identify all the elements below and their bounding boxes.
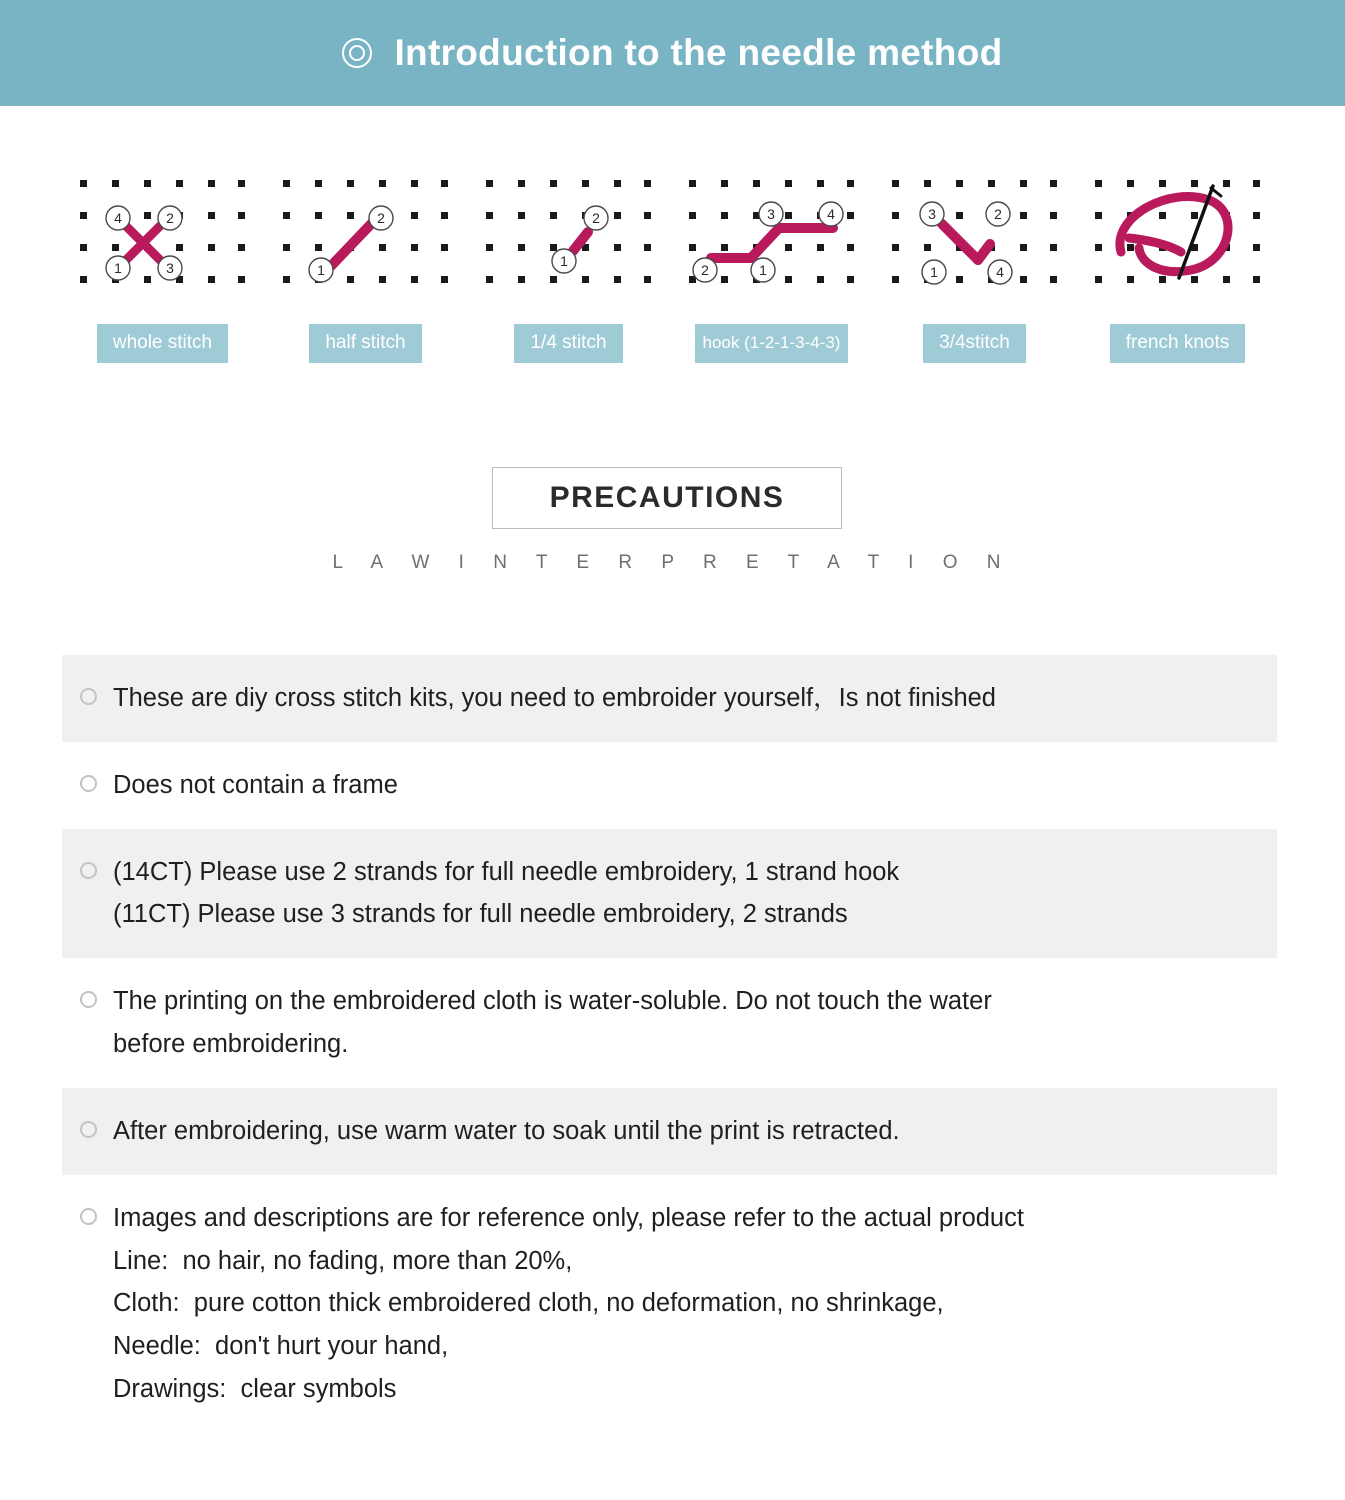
note-line: The printing on the embroidered cloth is water-soluble. Do not touch the water <box>113 987 992 1016</box>
note-text <box>113 677 996 720</box>
note-line: These are diy cross stitch kits, you need to embroider yourself，Is not finished <box>113 684 996 712</box>
note-line: Drawings: clear symbols <box>113 1375 397 1404</box>
svg-text:4: 4 <box>114 210 122 226</box>
quarter-stitch-diagram-icon <box>472 166 665 306</box>
note-text <box>113 1197 1024 1411</box>
bullet-circle-icon <box>80 1121 97 1138</box>
svg-text:4: 4 <box>827 206 835 222</box>
svg-text:2: 2 <box>377 210 385 226</box>
bullet-circle-icon <box>80 688 97 705</box>
whole-stitch-diagram-icon <box>66 166 259 306</box>
note-text <box>113 1110 900 1153</box>
svg-text:3: 3 <box>767 206 775 222</box>
list-item <box>62 1088 1277 1175</box>
svg-text:1: 1 <box>930 264 938 280</box>
svg-text:1: 1 <box>759 262 767 278</box>
bullet-circle-icon <box>80 1208 97 1225</box>
svg-text:2: 2 <box>166 210 174 226</box>
page-title: Introduction to the needle method <box>394 32 1003 73</box>
note-line: (11CT) Please use 3 strands for full needle embroidery, 2 strands <box>113 900 848 929</box>
half-stitch-diagram-icon <box>269 166 462 306</box>
svg-text:4: 4 <box>996 264 1004 280</box>
stitch-label-half-stitch: half stitch <box>309 324 421 363</box>
bullet-circle-icon <box>80 991 97 1008</box>
three-quarter-stitch-diagram-icon <box>878 166 1071 306</box>
svg-text:1: 1 <box>560 253 568 269</box>
circle-dot-icon <box>342 38 372 68</box>
note-line: After embroidering, use warm water to soak until the print is retracted. <box>113 1116 900 1145</box>
note-line: Line: no hair, no fading, more than 20%, <box>113 1246 573 1275</box>
stitch-card-half-stitch <box>269 166 462 376</box>
svg-text:2: 2 <box>994 206 1002 222</box>
note-line: before embroidering. <box>113 1030 349 1059</box>
note-line: Does not contain a frame <box>113 770 398 799</box>
header-inner <box>342 32 1002 74</box>
stitch-label-french-knots: french knots <box>1110 324 1246 363</box>
stitch-label-three-quarter-stitch: 3/4stitch <box>923 324 1026 363</box>
list-item <box>62 829 1277 959</box>
note-line: Cloth: pure cotton thick embroidered cloth, no deformation, no shrinkage, <box>113 1289 944 1318</box>
note-text <box>113 764 398 807</box>
list-item <box>62 655 1277 742</box>
stitch-diagram-row <box>66 166 1281 376</box>
note-line: (14CT) Please use 2 strands for full needle embroidery, 1 strand hook <box>113 857 900 886</box>
svg-text:1: 1 <box>114 260 122 276</box>
list-item <box>62 742 1277 829</box>
list-item <box>62 958 1277 1088</box>
stitch-card-hook <box>675 166 868 376</box>
svg-text:2: 2 <box>701 262 709 278</box>
svg-text:3: 3 <box>166 260 174 276</box>
stitch-label-whole-stitch: whole stitch <box>97 324 228 363</box>
svg-text:2: 2 <box>592 210 600 226</box>
svg-text:3: 3 <box>928 206 936 222</box>
stitch-card-quarter-stitch <box>472 166 665 376</box>
stitch-card-french-knots <box>1081 166 1274 376</box>
hook-stitch-diagram-icon <box>675 166 868 306</box>
note-line: Images and descriptions are for reference only, please refer to the actual product <box>113 1203 1024 1232</box>
precautions-list <box>62 655 1277 1433</box>
stitch-card-whole-stitch <box>66 166 259 376</box>
svg-text:1: 1 <box>317 262 325 278</box>
precautions-title-box <box>492 467 842 529</box>
precautions-title: PRECAUTIONS <box>549 481 785 514</box>
bullet-circle-icon <box>80 775 97 792</box>
note-text <box>113 851 899 937</box>
stitch-label-hook: hook (1-2-1-3-4-3) <box>695 324 849 363</box>
precautions-subtitle: L A W I N T E R P R E T A T I O N <box>332 552 1013 573</box>
french-knots-diagram-icon <box>1081 166 1274 306</box>
stitch-label-quarter-stitch: 1/4 stitch <box>514 324 622 363</box>
list-item <box>62 1175 1277 1433</box>
note-text <box>113 980 992 1066</box>
stitch-card-three-quarter-stitch <box>878 166 1071 376</box>
bullet-circle-icon <box>80 862 97 879</box>
page-header <box>0 0 1345 106</box>
note-line: Needle: don't hurt your hand, <box>113 1332 449 1361</box>
